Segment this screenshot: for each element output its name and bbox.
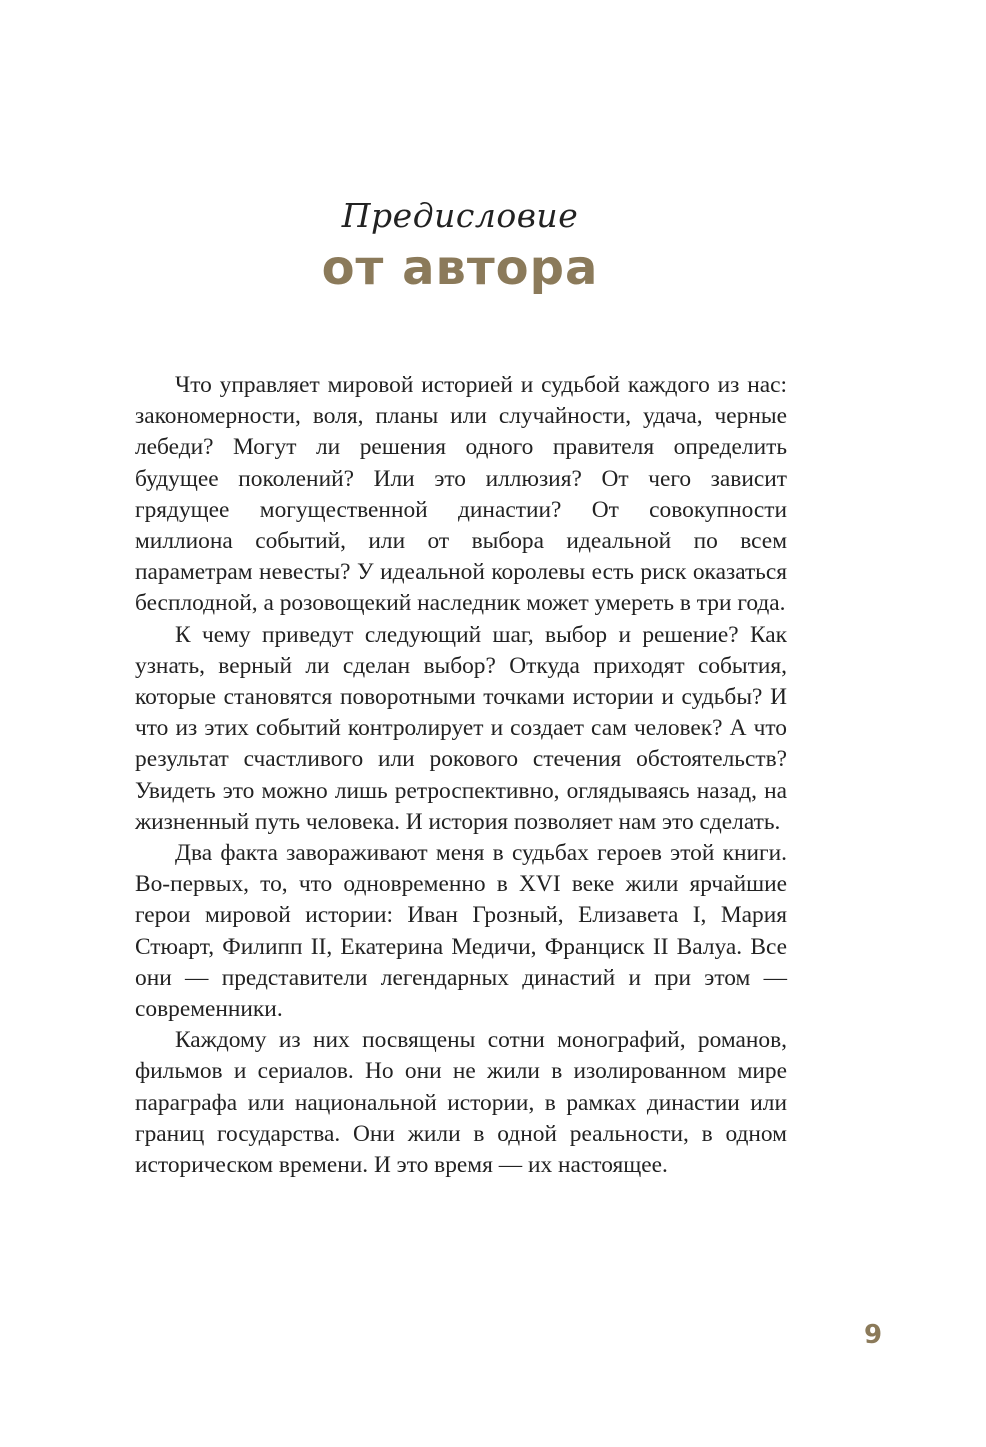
page-number: 9 [863, 1320, 883, 1350]
body-text [135, 370, 787, 1181]
heading-script-line: Предисловие [341, 196, 579, 235]
paragraph: Что управляет мировой историей и судьбой каждого из нас: закономерности, воля, планы или случайности, удача, черные лебеди? Могут ли решения одного правителя определить будущее поколений? Или это иллюзия? От чего зависит грядущее могущественной династии? От совокупности миллиона событий, или от выбора идеальной по всем параметрам невесты? У идеальной королевы есть риск оказаться бесплодной, а розовощекий наследник может умереть в три года. [135, 372, 787, 617]
paragraph: К чему приведут следующий шаг, выбор и решение? Как узнать, верный ли сделан выбор? Откуда приходят события, которые становятся поворотными точками истории и судьбы? И что из этих событий контролирует и создает сам человек? А что результат счастливого или рокового стечения обстоятельств? Увидеть это можно лишь ретроспективно, оглядываясь назад, на жизненный путь человека. И история позволяет нам это сделать. [135, 621, 787, 835]
heading-main-line: от автора [321, 240, 599, 296]
paragraph: Два факта завораживают меня в судьбах героев этой книги. Во-первых, то, что одновременно в XVI веке жили ярчайшие герои мировой истории: Иван Грозный, Елизавета I, Мария Стюарт, Филипп II, Екатерина Медичи, Франциск II Валуа. Все они — представители легендарных династий и при этом — современники. [135, 840, 787, 1023]
paragraph: Каждому из них посвящены сотни монографий, романов, фильмов и сериалов. Но они не жили в изолированном мире параграфа или национальной истории, в рамках династии или границ государства. Они жили в одной реальности, в одном историческом времени. И это время — их настоящее. [135, 1027, 787, 1179]
